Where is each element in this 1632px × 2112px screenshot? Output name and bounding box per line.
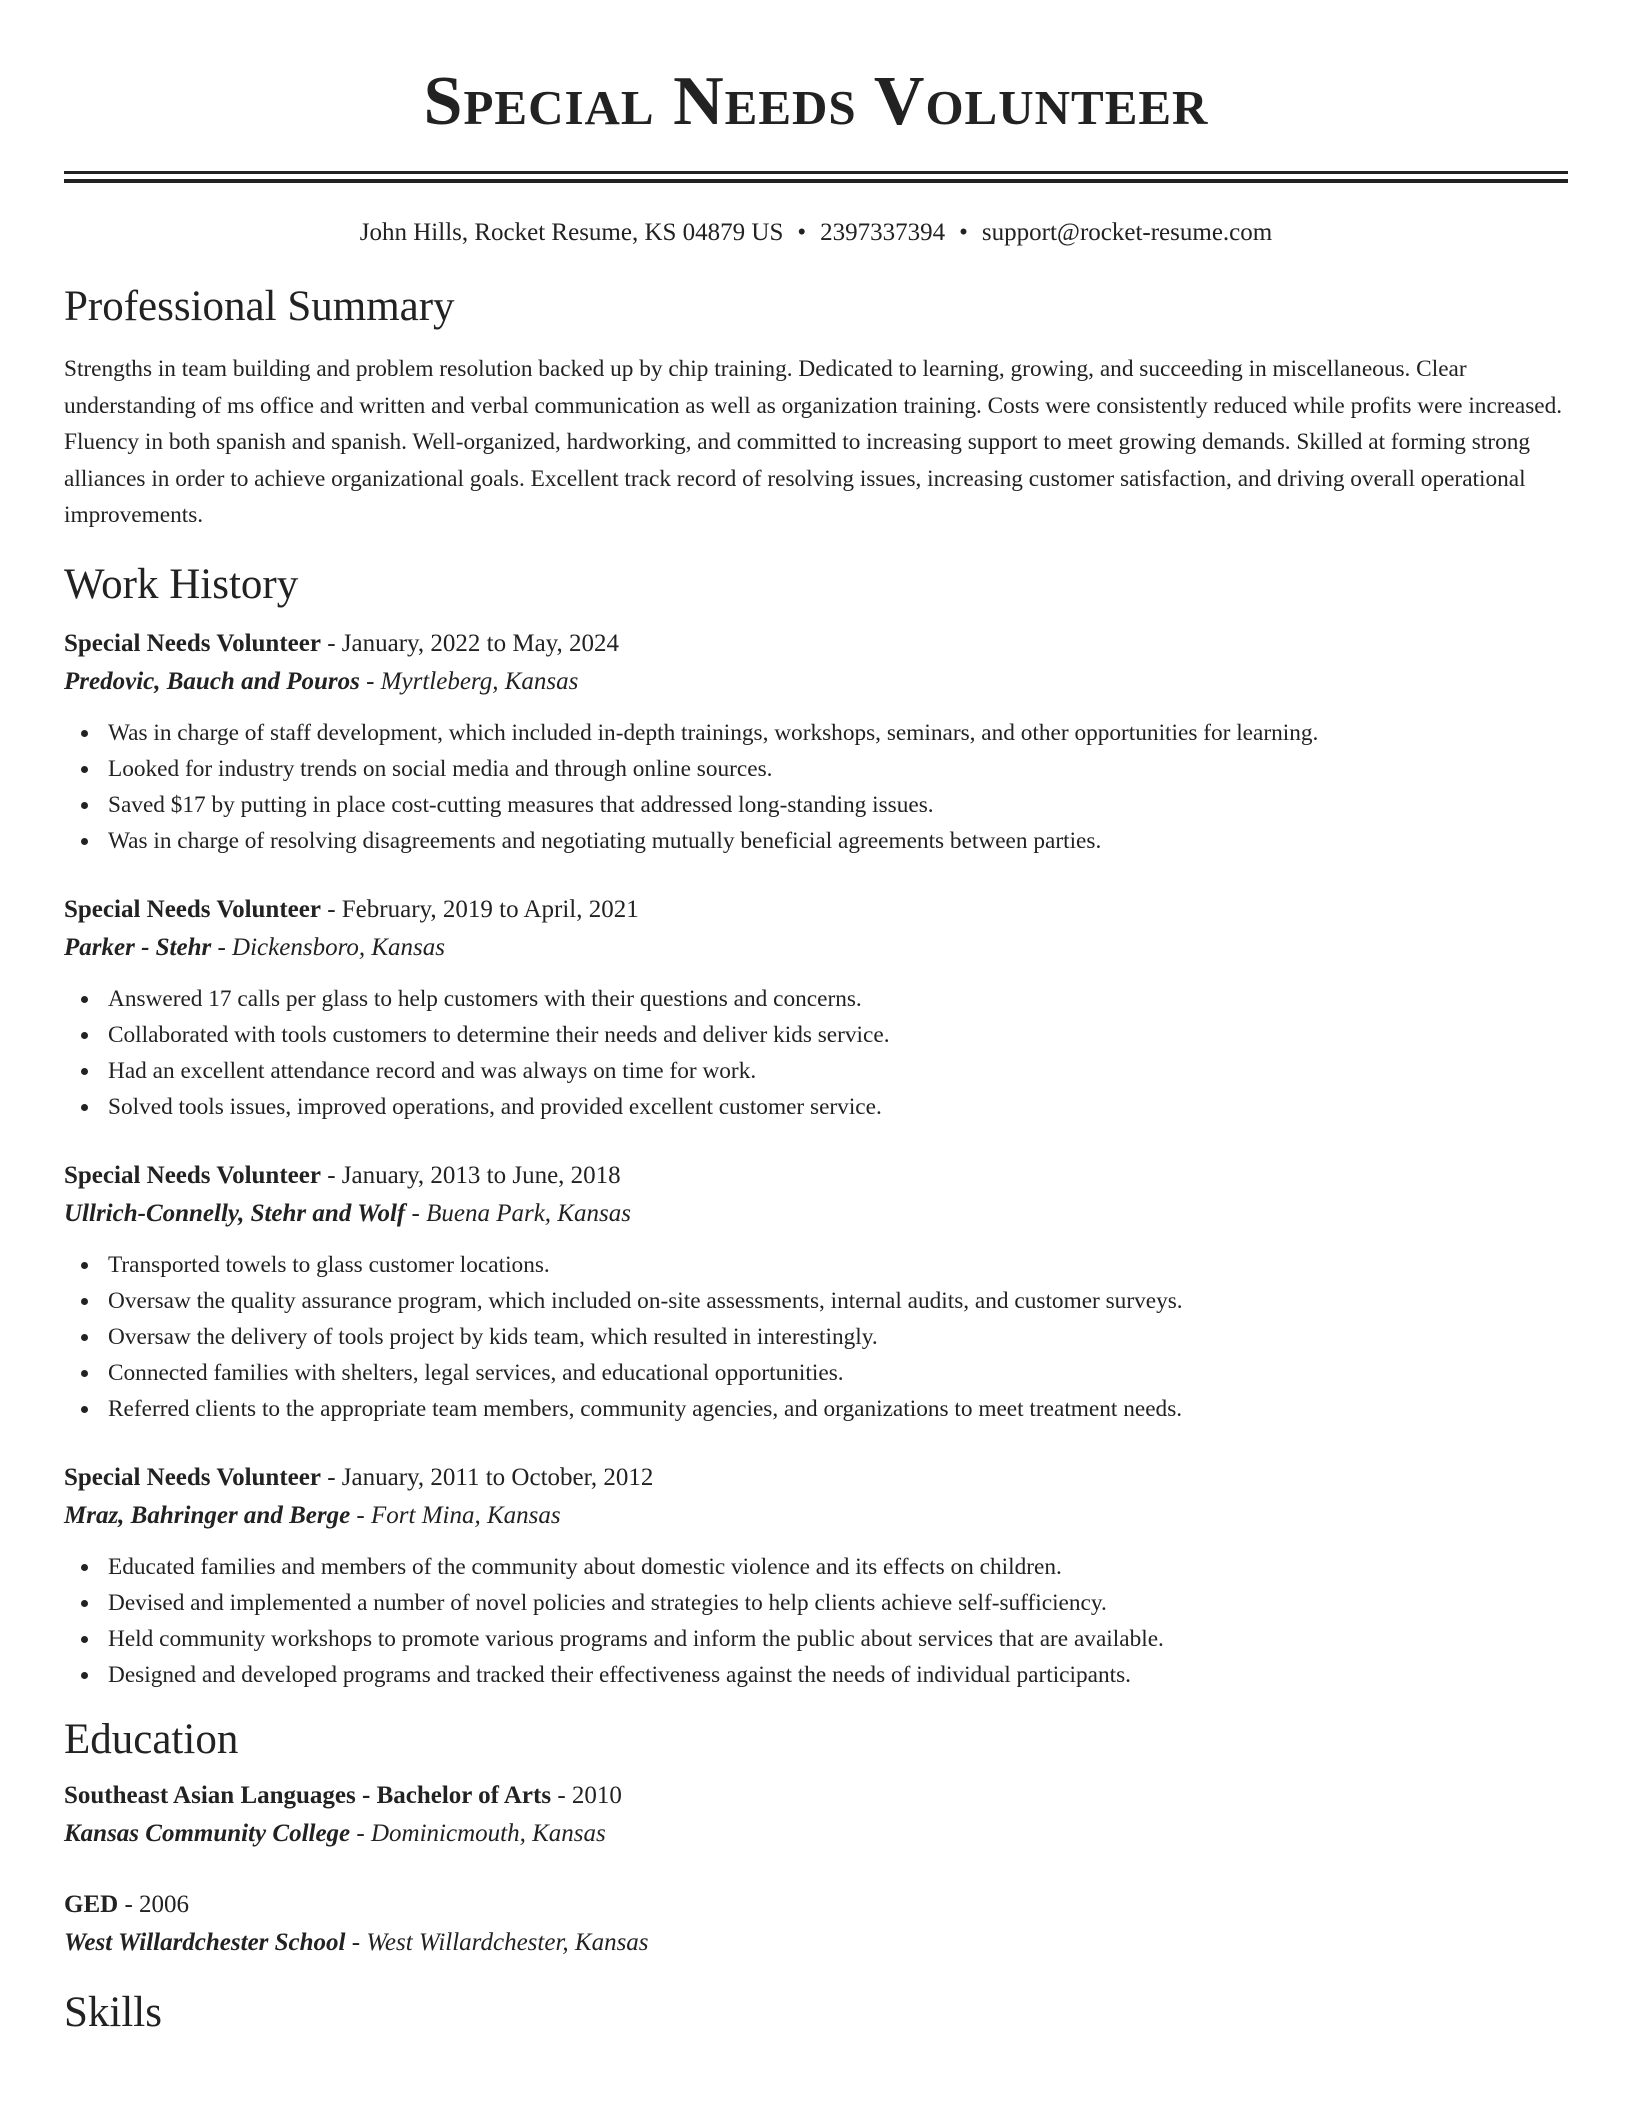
list-item	[64, 1283, 1568, 1319]
list-item	[64, 751, 1568, 787]
job-title-line	[64, 1459, 1568, 1497]
job-title-line	[64, 625, 1568, 663]
summary-text: Strengths in team building and problem resolution backed up by chip training. Dedicated to learning, growing, and succeeding in miscellaneous. Clear understanding of ms office and written and verbal communication as well as organization training. Costs were consistently reduced while profits were increased. Fluency in both spanish and spanish. Well-organized, hardworking, and committed to increasing support to meet growing demands. Skilled at forming strong alliances in order to achieve organizational goals. Excellent track record of resolving issues, increasing customer satisfaction, and driving overall operational improvements.	[64, 356, 1563, 528]
job-company-line	[64, 1497, 1568, 1535]
duty-text: Was in charge of resolving disagreements and negotiating mutually beneficial agreements between parties.	[108, 827, 1102, 854]
education-heading: Education	[64, 1715, 239, 1763]
bullet-icon	[81, 1672, 88, 1679]
duty-text: Saved $17 by putting in place cost-cutting measures that addressed long-standing issues.	[108, 791, 934, 818]
duty-text: Had an excellent attendance record and was always on time for work.	[108, 1057, 757, 1084]
education-degree: Southeast Asian Languages - Bachelor of Arts	[64, 1781, 552, 1809]
job-duties-list	[64, 1247, 1568, 1427]
list-item	[64, 1585, 1568, 1621]
job-title: Special Needs Volunteer	[64, 1463, 321, 1491]
duty-text: Referred clients to the appropriate team members, community agencies, and organizations to meet treatment needs.	[108, 1395, 1183, 1422]
job-company: Mraz, Bahringer and Berge	[64, 1501, 351, 1529]
work-history-heading: Work History	[64, 560, 299, 608]
list-item	[64, 1549, 1568, 1585]
duty-text: Held community workshops to promote various programs and inform the public about services that are available.	[108, 1625, 1164, 1652]
education-school-line	[64, 1924, 1568, 1962]
duty-text: Collaborated with tools customers to determine their needs and deliver kids service.	[108, 1021, 890, 1048]
bullet-icon	[81, 1406, 88, 1413]
job-duties-list	[64, 981, 1568, 1125]
job-company: Parker - Stehr	[64, 933, 212, 961]
education-location: - West Willardchester, Kansas	[345, 1928, 649, 1956]
list-item	[64, 1053, 1568, 1089]
duty-text: Solved tools issues, improved operations, and provided excellent customer service.	[108, 1093, 882, 1120]
bullet-icon	[81, 1298, 88, 1305]
contact-address: John Hills, Rocket Resume, KS 04879 US	[359, 219, 784, 246]
list-item	[64, 823, 1568, 859]
education-school-line	[64, 1815, 1568, 1853]
job-location: - Myrtleberg, Kansas	[359, 667, 579, 695]
contact-separator: •	[959, 219, 968, 246]
job-company-line	[64, 929, 1568, 967]
list-item	[64, 981, 1568, 1017]
duty-text: Answered 17 calls per glass to help customers with their questions and concerns.	[108, 985, 862, 1012]
bullet-icon	[81, 802, 88, 809]
duty-text: Was in charge of staff development, which included in-depth trainings, workshops, seminars, and other opportunities for learning.	[108, 719, 1319, 746]
resume-page	[64, 0, 1568, 2040]
duty-text: Looked for industry trends on social media and through online sources.	[108, 755, 773, 782]
job-location: - Fort Mina, Kansas	[350, 1501, 561, 1529]
contact-separator: •	[797, 219, 807, 246]
skills-heading: Skills	[64, 1988, 162, 2036]
resume-title: Special Needs Volunteer	[423, 63, 1209, 140]
job-location: - Dickensboro, Kansas	[211, 933, 446, 961]
job-entry	[64, 1157, 1568, 1427]
bullet-icon	[81, 838, 88, 845]
bullet-icon	[81, 1032, 88, 1039]
education-year: - 2010	[551, 1781, 622, 1809]
list-item	[64, 1391, 1568, 1427]
bullet-icon	[81, 1600, 88, 1607]
job-entry	[64, 1459, 1568, 1693]
education-entry	[64, 1777, 1568, 1853]
title-rule-top	[64, 171, 1568, 174]
list-item	[64, 1657, 1568, 1693]
job-title: Special Needs Volunteer	[64, 1161, 321, 1189]
education-degree-line	[64, 1777, 1568, 1815]
list-item	[64, 1017, 1568, 1053]
duty-text: Connected families with shelters, legal services, and educational opportunities.	[108, 1359, 844, 1386]
duty-text: Oversaw the delivery of tools project by kids team, which resulted in interestingly.	[108, 1323, 878, 1350]
bullet-icon	[81, 766, 88, 773]
contact-phone: 2397337394	[820, 219, 946, 246]
list-item	[64, 1319, 1568, 1355]
education-location: - Dominicmouth, Kansas	[350, 1819, 606, 1847]
list-item	[64, 715, 1568, 751]
list-item	[64, 1355, 1568, 1391]
duty-text: Educated families and members of the community about domestic violence and its effects on children.	[108, 1553, 1062, 1580]
education-school: West Willardchester School	[64, 1928, 346, 1956]
job-title: Special Needs Volunteer	[64, 895, 321, 923]
job-dates: - January, 2011 to October, 2012	[320, 1463, 654, 1491]
bullet-icon	[81, 996, 88, 1003]
education-degree-line	[64, 1886, 1568, 1924]
list-item	[64, 787, 1568, 823]
education-entry	[64, 1886, 1568, 1962]
job-dates: - February, 2019 to April, 2021	[320, 895, 639, 923]
list-item	[64, 1089, 1568, 1125]
bullet-icon	[81, 1564, 88, 1571]
job-duties-list	[64, 715, 1568, 859]
bullet-icon	[81, 1262, 88, 1269]
bullet-icon	[81, 730, 88, 737]
job-entry	[64, 891, 1568, 1125]
list-item	[64, 1247, 1568, 1283]
bullet-icon	[81, 1334, 88, 1341]
job-company-line	[64, 1195, 1568, 1233]
job-dates: - January, 2022 to May, 2024	[320, 629, 620, 657]
summary-heading: Professional Summary	[64, 283, 455, 330]
job-duties-list	[64, 1549, 1568, 1693]
education-year: - 2006	[118, 1890, 190, 1918]
job-company: Ullrich-Connelly, Stehr and Wolf	[64, 1199, 406, 1227]
job-company-line	[64, 663, 1568, 701]
bullet-icon	[81, 1636, 88, 1643]
education-degree: GED	[64, 1890, 119, 1918]
duty-text: Transported towels to glass customer locations.	[108, 1251, 550, 1278]
job-location: - Buena Park, Kansas	[405, 1199, 631, 1227]
list-item	[64, 1621, 1568, 1657]
job-title-line	[64, 1157, 1568, 1195]
job-entry	[64, 625, 1568, 859]
duty-text: Designed and developed programs and tracked their effectiveness against the needs of individual participants.	[108, 1661, 1131, 1688]
title-rule-bottom	[64, 179, 1568, 183]
duty-text: Oversaw the quality assurance program, which included on-site assessments, internal audits, and customer surveys.	[108, 1287, 1183, 1314]
job-title-line	[64, 891, 1568, 929]
duty-text: Devised and implemented a number of novel policies and strategies to help clients achieve self-sufficiency.	[108, 1589, 1107, 1616]
education-school: Kansas Community College	[64, 1819, 351, 1847]
job-dates: - January, 2013 to June, 2018	[320, 1161, 621, 1189]
job-company: Predovic, Bauch and Pouros	[64, 667, 360, 695]
bullet-icon	[81, 1370, 88, 1377]
bullet-icon	[81, 1068, 88, 1075]
contact-email: support@rocket-resume.com	[981, 219, 1273, 246]
contact-line	[64, 216, 1568, 250]
job-title: Special Needs Volunteer	[64, 629, 321, 657]
bullet-icon	[81, 1104, 88, 1111]
